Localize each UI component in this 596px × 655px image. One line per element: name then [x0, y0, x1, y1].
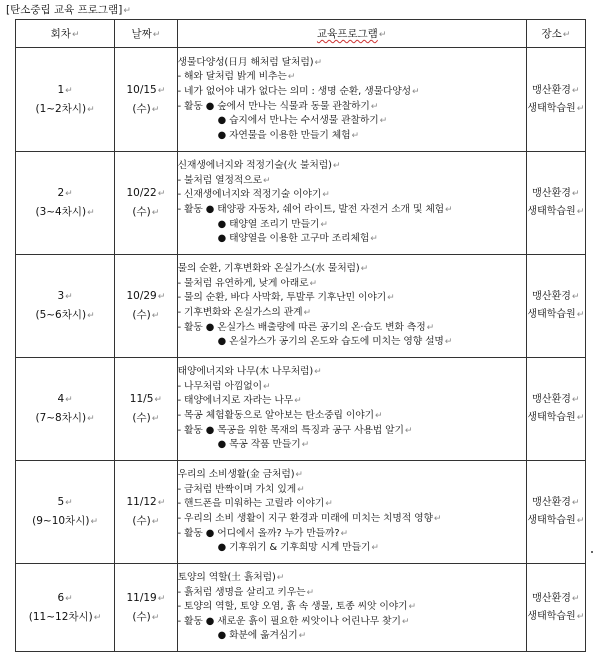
program-line: - 목공 체험활동으로 알아보는 탄소중립 이야기↵: [177, 410, 383, 421]
program-line: ● 태양열 조리기 만들기↵: [217, 218, 328, 230]
program-topic: 우리의 소비생활(金 금처럼)↵: [177, 469, 303, 481]
program-line: - 금처럼 반짝이며 가치 있게↵: [177, 483, 305, 495]
date-cell: 10/29↵ (수)↵: [115, 255, 177, 358]
header-program: 교육프로그램↵: [177, 20, 526, 48]
date-cell: 10/15↵ (수)↵: [115, 48, 177, 152]
program-line: - 나무처럼 아낌없이↵: [177, 380, 271, 392]
program-topic: 생물다양성(日月 해처럼 달처럼)↵: [177, 56, 322, 68]
program-line: ● 태양열을 이용한 고구마 조리체험↵: [217, 233, 378, 245]
table-row: [16, 255, 586, 358]
place-cell: 맹산환경↵ 생태학습원↵: [526, 358, 585, 461]
session-cell: 5↵ (9~10차시)↵: [16, 461, 115, 564]
program-line: - 활동 ● 숲에서 만나는 식물과 동물 관찰하기↵: [177, 100, 379, 112]
program-line: - 불처럼 열정적으로↵: [177, 174, 271, 186]
program-line: - 신재생에너지와 적정기술 이야기↵: [177, 189, 330, 201]
table-row: [16, 152, 586, 255]
program-line: - 흙처럼 생명을 살리고 키우는↵: [177, 586, 314, 598]
program-cell: [177, 358, 526, 461]
program-cell: [177, 255, 526, 358]
program-topic: 태양에너지와 나무(木 나무처럼)↵: [177, 366, 322, 378]
date-cell: 11/5↵ (수)↵: [115, 358, 177, 461]
table-row: [16, 461, 586, 564]
date-cell: 11/12↵ (수)↵: [115, 461, 177, 564]
table-row: [16, 564, 586, 652]
program-cell: [177, 48, 526, 152]
program-line: - 네가 없어야 내가 없다는 의미 : 생명 순환, 생물다양성↵: [177, 85, 420, 97]
place-cell: 맹산환경↵ 생태학습원↵: [526, 564, 585, 652]
session-cell: 6↵ (11~12차시)↵: [16, 564, 115, 652]
place-cell: 맹산환경↵ 생태학습원↵: [526, 461, 585, 564]
program-line: - 활동 ● 태양광 자동차, 쉐어 라이트, 발전 자전거 소개 및 체험↵: [177, 204, 453, 215]
program-line: - 토양의 역할, 토양 오염, 흙 속 생물, 토종 씨앗 이야기↵: [177, 601, 416, 613]
program-line: - 우리의 소비 생활이 지구 환경과 미래에 미치는 치명적 영향↵: [177, 513, 442, 524]
table-header-row: [16, 20, 586, 48]
program-cell: [177, 461, 526, 564]
program-line: ● 목공 작품 만들기↵: [217, 439, 310, 451]
program-table: [15, 19, 586, 652]
program-topic: 물의 순환, 기후변화와 온실가스(水 물처럼)↵: [177, 263, 369, 275]
return-mark: ↵: [123, 6, 131, 16]
program-topic: 토양의 역할(土 흙처럼)↵: [177, 572, 285, 584]
header-session: 회차↵: [16, 20, 115, 48]
date-cell: 10/22↵ (수)↵: [115, 152, 177, 255]
program-line: ● 자연물을 이용한 만들기 체험↵: [217, 129, 359, 141]
place-cell: 맹산환경↵ 생태학습원↵: [526, 152, 585, 255]
session-cell: 2↵ (3~4차시)↵: [16, 152, 115, 255]
program-line: - 활동 ● 온실가스 배출량에 따른 공기의 온·습도 변화 측정↵: [177, 321, 435, 333]
program-line: - 해와 달처럼 밝게 비추는↵: [177, 71, 296, 83]
place-cell: 맹산환경↵ 생태학습원↵: [526, 255, 585, 358]
table-row: [16, 48, 586, 152]
program-line: - 기후변화와 온실가스의 관계↵: [177, 307, 311, 318]
program-topic: 신재생에너지와 적정기술(火 불처럼)↵: [177, 160, 341, 172]
place-cell: 맹산환경↵ 생태학습원↵: [526, 48, 585, 152]
session-cell: 3↵ (5~6차시)↵: [16, 255, 115, 358]
session-cell: 1↵ (1~2차시)↵: [16, 48, 115, 152]
program-line: - 활동 ● 새로운 흙이 필요한 씨앗이나 어린나무 찾기↵: [177, 615, 410, 627]
program-line: - 태양에너지로 자라는 나무↵: [177, 395, 302, 407]
program-line: ● 화분에 옮겨심기↵: [217, 630, 307, 642]
header-date: 날짜↵: [115, 20, 177, 48]
program-line: ● 기후위기 & 기후희망 시계 만들기↵: [217, 542, 379, 554]
date-cell: 11/19↵ (수)↵: [115, 564, 177, 652]
program-cell: [177, 152, 526, 255]
stray-dot: [591, 551, 593, 553]
program-line: - 물처럼 유연하게, 낮게 아래로↵: [177, 277, 317, 289]
program-line: ● 습지에서 만나는 수서생물 관찰하기↵: [217, 115, 388, 127]
program-line: - 핸드폰을 미워하는 고릴라 이야기↵: [177, 498, 333, 510]
session-cell: 4↵ (7~8차시)↵: [16, 358, 115, 461]
program-cell: [177, 564, 526, 652]
program-line: - 활동 ● 목공을 위한 목재의 특징과 공구 사용법 알기↵: [177, 424, 413, 436]
program-line: - 물의 순환, 바다 사막화, 투발루 기후난민 이야기↵: [177, 292, 395, 304]
program-line: ● 온실가스가 공기의 온도와 습도에 미치는 영향 설명↵: [217, 336, 453, 348]
program-line: - 활동 ● 어디에서 올까? 누가 만들까?↵: [177, 527, 348, 539]
header-place: 장소↵: [526, 20, 585, 48]
document-title: [탄소중립 교육 프로그램]↵: [6, 4, 131, 16]
table-row: [16, 358, 586, 461]
